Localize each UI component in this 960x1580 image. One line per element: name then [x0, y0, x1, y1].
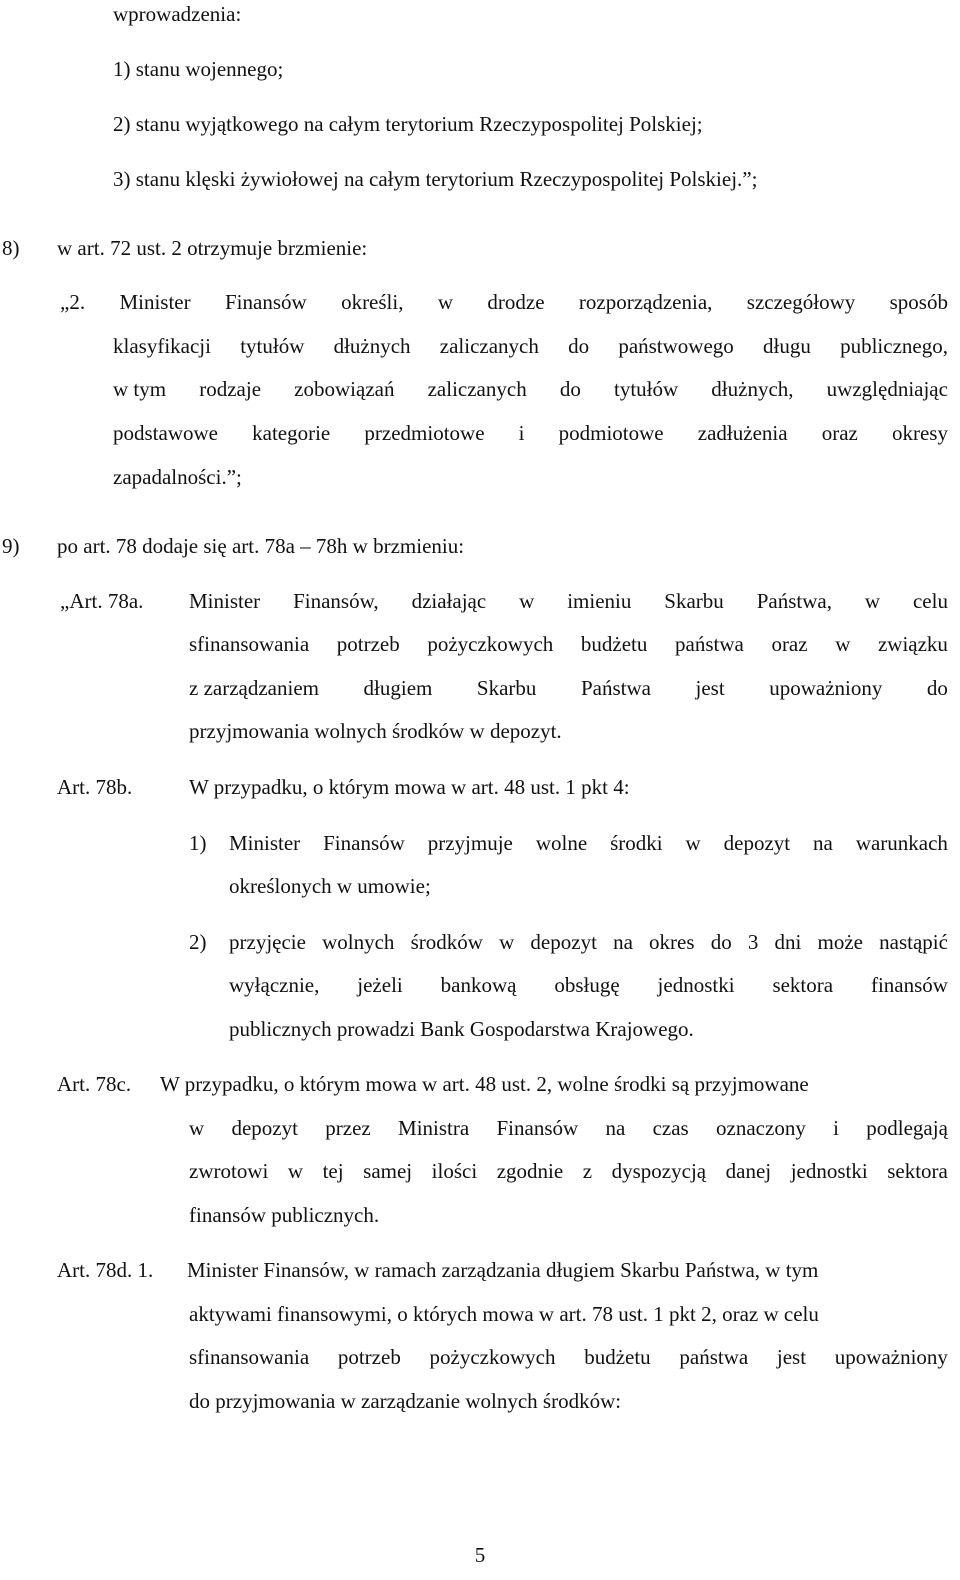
- word: państwa: [675, 632, 744, 656]
- item-number: 8): [2, 236, 20, 260]
- word: potrzeb: [336, 632, 400, 656]
- word: depozyt: [231, 1116, 298, 1140]
- article-line: przyjmowania wolnych środków w depozyt.: [189, 719, 562, 743]
- word: finansów: [870, 973, 948, 997]
- word: dyspozycją: [611, 1159, 707, 1183]
- word: z zarządzaniem: [189, 676, 319, 700]
- item-text: w art. 72 ust. 2 otrzymuje brzmienie:: [57, 236, 368, 260]
- article-label: Art. 78b.: [57, 775, 133, 799]
- word: sfinansowania: [189, 1345, 310, 1369]
- word: zaliczanych: [427, 377, 527, 401]
- word: do: [559, 377, 581, 401]
- article-line: do przyjmowania w zarządzanie wolnych środków:: [189, 1389, 622, 1413]
- quote-line: zapadalności.”;: [113, 465, 242, 489]
- word: może: [817, 930, 863, 954]
- article-line: [189, 632, 948, 657]
- word: Skarbu: [664, 589, 724, 613]
- word: Skarbu: [476, 676, 537, 700]
- word: imieniu: [567, 589, 632, 613]
- word: podstawowe: [113, 421, 218, 445]
- word: publicznego,: [840, 334, 948, 358]
- intro-tail: wprowadzenia:: [113, 2, 242, 26]
- word: „2.: [60, 290, 86, 314]
- article-line: W przypadku, o którym mowa w art. 48 ust. 2, wolne środki są przyjmowane: [160, 1072, 809, 1096]
- word: obsługę: [554, 973, 620, 997]
- quote-line: [60, 290, 948, 315]
- article-label: „Art. 78a.: [60, 589, 144, 613]
- word: na: [813, 831, 833, 855]
- word: jest: [695, 676, 725, 700]
- word: Państwa,: [756, 589, 832, 613]
- word: związku: [877, 632, 948, 656]
- word: ilości: [431, 1159, 478, 1183]
- article-label: Art. 78c.: [57, 1072, 132, 1096]
- word: samej: [363, 1159, 413, 1183]
- word: Minister: [229, 831, 301, 855]
- word: sektora: [887, 1159, 948, 1183]
- word: do: [710, 930, 732, 954]
- article-line: [189, 1116, 948, 1141]
- word: depozyt: [530, 930, 597, 954]
- list-item: 2) stanu wyjątkowego na całym terytorium Rzeczypospolitej Polskiej;: [113, 112, 703, 136]
- word: jednostki: [790, 1159, 868, 1183]
- word: oraz: [771, 632, 808, 656]
- word: jednostki: [657, 973, 735, 997]
- word: w: [499, 930, 515, 954]
- word: klasyfikacji: [113, 334, 211, 358]
- word: budżetu: [584, 1345, 651, 1369]
- word: 3: [747, 930, 759, 954]
- point-line: [229, 831, 948, 856]
- word: tytułów: [613, 377, 679, 401]
- word: i: [833, 1116, 839, 1140]
- article-line: [189, 589, 948, 614]
- word: szczegółowy: [746, 290, 856, 314]
- word: celu: [912, 589, 948, 613]
- word: do: [568, 334, 590, 358]
- word: przyjmuje: [427, 831, 513, 855]
- word: w: [287, 1159, 304, 1183]
- word: Finansów: [496, 1116, 579, 1140]
- word: zgodnie: [496, 1159, 564, 1183]
- word: kategorie: [252, 421, 331, 445]
- word: pożyczkowych: [427, 632, 554, 656]
- word: oraz: [821, 421, 858, 445]
- word: czas: [652, 1116, 689, 1140]
- word: przez: [325, 1116, 371, 1140]
- word: zobowiązań: [294, 377, 395, 401]
- word: uwzględniając: [826, 377, 948, 401]
- word: długiem: [363, 676, 433, 700]
- word: oznaczony: [716, 1116, 806, 1140]
- word: i: [518, 421, 525, 445]
- article-label: Art. 78d. 1.: [57, 1258, 154, 1282]
- word: tej: [322, 1159, 344, 1183]
- word: danej: [725, 1159, 772, 1183]
- word: sektora: [772, 973, 834, 997]
- word: bankową: [440, 973, 517, 997]
- word: państwowego: [618, 334, 734, 358]
- quote-line: [113, 377, 948, 402]
- word: przyjęcie: [229, 930, 306, 954]
- word: w: [864, 589, 881, 613]
- item-number: 9): [2, 534, 20, 558]
- word: zadłużenia: [697, 421, 788, 445]
- word: jest: [776, 1345, 807, 1369]
- word: w tym: [113, 377, 167, 401]
- article-line: [189, 676, 948, 701]
- list-item: 3) stanu klęski żywiołowej na całym terytorium Rzeczypospolitej Polskiej.”;: [113, 167, 758, 191]
- word: z: [582, 1159, 593, 1183]
- word: w: [835, 632, 851, 656]
- word: warunkach: [855, 831, 948, 855]
- point-line: [229, 930, 948, 955]
- word: podmiotowe: [558, 421, 664, 445]
- word: Finansów,: [293, 589, 379, 613]
- quote-line: [113, 334, 948, 359]
- word: państwa: [679, 1345, 749, 1369]
- quote-line: [113, 421, 948, 446]
- page-number: 5: [474, 1543, 486, 1567]
- article-line: aktywami finansowymi, o których mowa w art. 78 ust. 1 pkt 2, oraz w celu: [189, 1302, 819, 1326]
- word: określi,: [341, 290, 404, 314]
- point-line: określonych w umowie;: [229, 874, 431, 898]
- word: potrzeb: [337, 1345, 401, 1369]
- word: działając: [411, 589, 487, 613]
- word: sfinansowania: [189, 632, 310, 656]
- word: sposób: [889, 290, 948, 314]
- article-intro: W przypadku, o którym mowa w art. 48 ust. 1 pkt 4:: [189, 775, 630, 799]
- article-line: Minister Finansów, w ramach zarządzania długiem Skarbu Państwa, w tym: [187, 1258, 819, 1282]
- word: środki: [610, 831, 663, 855]
- word: w: [437, 290, 454, 314]
- word: dłużnych: [333, 334, 411, 358]
- word: dni: [774, 930, 802, 954]
- word: na: [605, 1116, 626, 1140]
- word: przedmiotowe: [364, 421, 485, 445]
- word: Minister: [189, 589, 261, 613]
- word: w: [685, 831, 701, 855]
- word: Ministra: [398, 1116, 470, 1140]
- word: wolne: [535, 831, 588, 855]
- word: jeżeli: [357, 973, 403, 997]
- word: podlegają: [866, 1116, 948, 1140]
- word: nastąpić: [879, 930, 948, 954]
- word: długu: [763, 334, 811, 358]
- word: rozporządzenia,: [578, 290, 713, 314]
- word: pożyczkowych: [429, 1345, 556, 1369]
- word: tytułów: [240, 334, 305, 358]
- word: upoważniony: [769, 676, 883, 700]
- article-line: [189, 1345, 948, 1370]
- word: zwrotowi: [189, 1159, 269, 1183]
- point-number: 2): [189, 930, 207, 954]
- word: okresy: [891, 421, 948, 445]
- word: wyłącznie,: [229, 973, 320, 997]
- item-text: po art. 78 dodaje się art. 78a – 78h w brzmieniu:: [57, 534, 465, 558]
- word: Finansów: [225, 290, 307, 314]
- word: rodzaje: [199, 377, 262, 401]
- word: w: [189, 1116, 205, 1140]
- list-item: 1) stanu wojennego;: [113, 57, 284, 81]
- point-number: 1): [189, 831, 207, 855]
- article-line: [189, 1159, 948, 1184]
- point-line: publicznych prowadzi Bank Gospodarstwa Krajowego.: [229, 1017, 694, 1041]
- word: depozyt: [723, 831, 791, 855]
- word: zaliczanych: [439, 334, 539, 358]
- word: Finansów: [323, 831, 405, 855]
- word: w: [519, 589, 535, 613]
- word: upoważniony: [834, 1345, 948, 1369]
- word: okres: [649, 930, 695, 954]
- word: budżetu: [580, 632, 648, 656]
- word: wolnych: [322, 930, 395, 954]
- word: Państwa: [580, 676, 651, 700]
- word: na: [613, 930, 633, 954]
- article-line: finansów publicznych.: [189, 1203, 380, 1227]
- word: środków: [410, 930, 483, 954]
- word: drodze: [487, 290, 545, 314]
- word: dłużnych,: [711, 377, 794, 401]
- word: do: [926, 676, 948, 700]
- point-line: [229, 973, 948, 998]
- word: Minister: [119, 290, 191, 314]
